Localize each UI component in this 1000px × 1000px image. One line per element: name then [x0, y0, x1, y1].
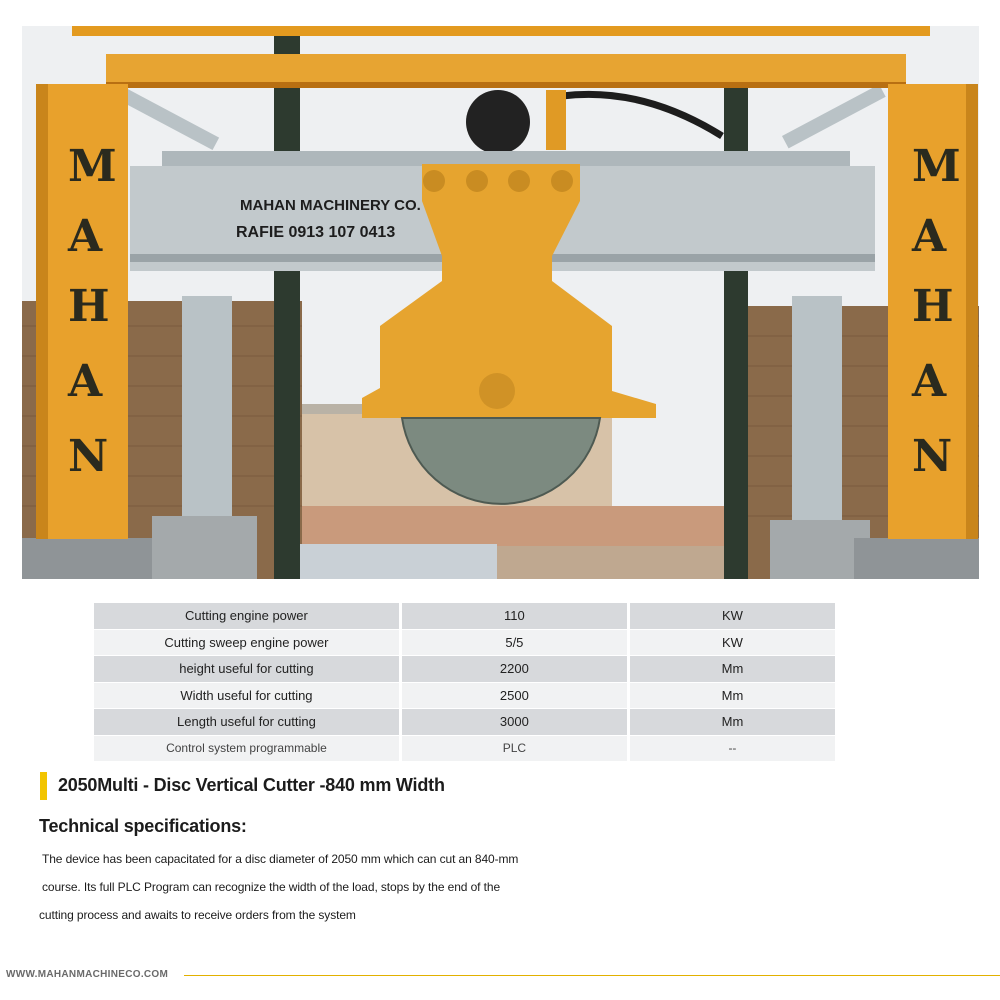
table-row — [94, 603, 835, 629]
spec-unit-cell: -- — [628, 735, 835, 762]
pillar-letter: N — [68, 431, 109, 482]
spec-value-cell: 5/5 — [400, 629, 628, 656]
spec-unit-cell: Mm — [628, 682, 835, 709]
spec-value-cell: 2500 — [400, 682, 628, 709]
cutter-machine-illustration — [22, 26, 979, 579]
spec-name-cell: Control system programmable — [94, 735, 400, 762]
pillar-letter: A — [912, 356, 947, 407]
pillar-letter: A — [912, 211, 947, 262]
section-heading: Technical specifications: — [39, 816, 247, 836]
pillar-letter: H — [68, 281, 110, 332]
description-line: The device has been capacitated for a disc diameter of 2050 mm which can cut an 840-mm — [42, 852, 519, 866]
spec-name-cell: Cutting engine power — [94, 603, 400, 629]
website-link[interactable]: WWW.MAHANMACHINECO.COM — [6, 969, 169, 980]
footer-divider — [184, 975, 1000, 976]
spec-unit-cell: KW — [628, 603, 835, 629]
spec-value-cell: 2200 — [400, 656, 628, 683]
spec-name-cell: Length useful for cutting — [94, 709, 400, 736]
spec-value-cell: 3000 — [400, 709, 628, 736]
table-row — [94, 735, 835, 762]
spec-name-cell: height useful for cutting — [94, 656, 400, 683]
table-row — [94, 709, 835, 736]
nameplate-phone-text: RAFIE 0913 107 0413 — [236, 224, 396, 241]
pillar-letter: A — [68, 356, 103, 407]
pillar-letter: H — [912, 281, 954, 332]
spec-name-cell: Cutting sweep engine power — [94, 629, 400, 656]
table-row — [94, 629, 835, 656]
machine-photo — [22, 26, 979, 579]
spec-value-cell: PLC — [400, 735, 628, 762]
table-row — [94, 656, 835, 683]
pillar-letter: M — [68, 141, 117, 192]
description-line: course. Its full PLC Program can recognize the width of the load, stops by the end of the — [42, 880, 501, 894]
nameplate-company-text: MAHAN MACHINERY CO. — [240, 197, 421, 214]
pillar-letter: N — [912, 431, 953, 482]
spec-value-cell: 110 — [400, 603, 628, 629]
title-accent-bar — [40, 772, 47, 800]
description-line: cutting process and awaits to receive orders from the system — [39, 908, 356, 922]
spec-unit-cell: Mm — [628, 709, 835, 736]
spec-table — [94, 603, 835, 762]
table-row — [94, 682, 835, 709]
spec-name-cell: Width useful for cutting — [94, 682, 400, 709]
spec-unit-cell: KW — [628, 629, 835, 656]
pillar-letter: M — [912, 141, 961, 192]
product-title: 2050Multi - Disc Vertical Cutter -840 mm Width — [58, 775, 445, 795]
pillar-letter: A — [68, 211, 103, 262]
spec-unit-cell: Mm — [628, 656, 835, 683]
